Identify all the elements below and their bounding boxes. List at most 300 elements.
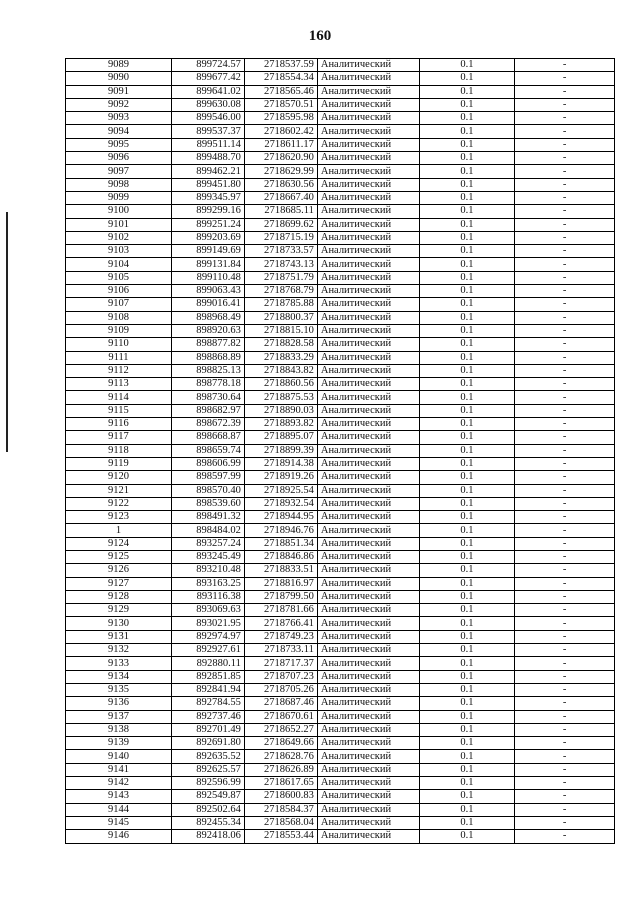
table-row	[66, 378, 615, 391]
y-coordinate-cell: 2718649.66	[244, 737, 317, 750]
x-coordinate-cell: 898484.02	[171, 524, 244, 537]
table-row	[66, 723, 615, 736]
point-number-cell: 9093	[66, 112, 172, 125]
x-coordinate-cell: 893116.38	[171, 590, 244, 603]
method-cell: Аналитический	[317, 165, 419, 178]
point-number-cell: 9112	[66, 364, 172, 377]
accuracy-cell: 0.1	[419, 444, 515, 457]
accuracy-cell: 0.1	[419, 604, 515, 617]
method-cell: Аналитический	[317, 218, 419, 231]
note-cell: -	[515, 590, 615, 603]
y-coordinate-cell: 2718568.04	[244, 816, 317, 829]
method-cell: Аналитический	[317, 457, 419, 470]
accuracy-cell: 0.1	[419, 85, 515, 98]
y-coordinate-cell: 2718833.51	[244, 564, 317, 577]
point-number-cell: 9091	[66, 85, 172, 98]
y-coordinate-cell: 2718768.79	[244, 285, 317, 298]
accuracy-cell: 0.1	[419, 418, 515, 431]
note-cell: -	[515, 311, 615, 324]
x-coordinate-cell: 893210.48	[171, 564, 244, 577]
table-row	[66, 484, 615, 497]
point-number-cell: 9127	[66, 577, 172, 590]
note-cell: -	[515, 391, 615, 404]
table-row	[66, 364, 615, 377]
accuracy-cell: 0.1	[419, 112, 515, 125]
table-row	[66, 231, 615, 244]
method-cell: Аналитический	[317, 112, 419, 125]
accuracy-cell: 0.1	[419, 777, 515, 790]
table-row	[66, 245, 615, 258]
method-cell: Аналитический	[317, 391, 419, 404]
table-row	[66, 351, 615, 364]
method-cell: Аналитический	[317, 644, 419, 657]
note-cell: -	[515, 112, 615, 125]
table-row	[66, 404, 615, 417]
accuracy-cell: 0.1	[419, 138, 515, 151]
x-coordinate-cell: 899345.97	[171, 191, 244, 204]
x-coordinate-cell: 892880.11	[171, 657, 244, 670]
table-row	[66, 85, 615, 98]
x-coordinate-cell: 892596.99	[171, 777, 244, 790]
accuracy-cell: 0.1	[419, 737, 515, 750]
x-coordinate-cell: 893163.25	[171, 577, 244, 590]
point-number-cell: 9144	[66, 803, 172, 816]
y-coordinate-cell: 2718670.61	[244, 710, 317, 723]
point-number-cell: 9124	[66, 537, 172, 550]
note-cell: -	[515, 444, 615, 457]
x-coordinate-cell: 898491.32	[171, 511, 244, 524]
x-coordinate-cell: 892549.87	[171, 790, 244, 803]
table-row	[66, 604, 615, 617]
table-row	[66, 391, 615, 404]
point-number-cell: 9098	[66, 178, 172, 191]
point-number-cell: 9107	[66, 298, 172, 311]
accuracy-cell: 0.1	[419, 630, 515, 643]
note-cell: -	[515, 231, 615, 244]
table-row	[66, 191, 615, 204]
note-cell: -	[515, 816, 615, 829]
x-coordinate-cell: 892784.55	[171, 697, 244, 710]
y-coordinate-cell: 2718715.19	[244, 231, 317, 244]
method-cell: Аналитический	[317, 550, 419, 563]
table-row	[66, 564, 615, 577]
y-coordinate-cell: 2718815.10	[244, 324, 317, 337]
table-row	[66, 418, 615, 431]
note-cell: -	[515, 644, 615, 657]
accuracy-cell: 0.1	[419, 72, 515, 85]
note-cell: -	[515, 298, 615, 311]
y-coordinate-cell: 2718749.23	[244, 630, 317, 643]
method-cell: Аналитический	[317, 604, 419, 617]
x-coordinate-cell: 892625.57	[171, 763, 244, 776]
table-row	[66, 98, 615, 111]
accuracy-cell: 0.1	[419, 431, 515, 444]
y-coordinate-cell: 2718628.76	[244, 750, 317, 763]
point-number-cell: 9101	[66, 218, 172, 231]
x-coordinate-cell: 893021.95	[171, 617, 244, 630]
accuracy-cell: 0.1	[419, 351, 515, 364]
table-row	[66, 285, 615, 298]
note-cell: -	[515, 138, 615, 151]
table-row	[66, 444, 615, 457]
coordinates-table-body	[66, 59, 615, 844]
point-number-cell: 9117	[66, 431, 172, 444]
accuracy-cell: 0.1	[419, 178, 515, 191]
x-coordinate-cell: 899131.84	[171, 258, 244, 271]
accuracy-cell: 0.1	[419, 484, 515, 497]
note-cell: -	[515, 630, 615, 643]
accuracy-cell: 0.1	[419, 258, 515, 271]
x-coordinate-cell: 898668.87	[171, 431, 244, 444]
note-cell: -	[515, 683, 615, 696]
table-row	[66, 670, 615, 683]
method-cell: Аналитический	[317, 59, 419, 72]
note-cell: -	[515, 777, 615, 790]
point-number-cell: 9118	[66, 444, 172, 457]
y-coordinate-cell: 2718685.11	[244, 205, 317, 218]
y-coordinate-cell: 2718893.82	[244, 418, 317, 431]
accuracy-cell: 0.1	[419, 617, 515, 630]
method-cell: Аналитический	[317, 750, 419, 763]
note-cell: -	[515, 324, 615, 337]
x-coordinate-cell: 898778.18	[171, 378, 244, 391]
table-row	[66, 138, 615, 151]
y-coordinate-cell: 2718799.50	[244, 590, 317, 603]
accuracy-cell: 0.1	[419, 152, 515, 165]
y-coordinate-cell: 2718707.23	[244, 670, 317, 683]
x-coordinate-cell: 899511.14	[171, 138, 244, 151]
point-number-cell: 9110	[66, 338, 172, 351]
accuracy-cell: 0.1	[419, 404, 515, 417]
y-coordinate-cell: 2718602.42	[244, 125, 317, 138]
y-coordinate-cell: 2718899.39	[244, 444, 317, 457]
note-cell: -	[515, 697, 615, 710]
table-row	[66, 112, 615, 125]
point-number-cell: 9128	[66, 590, 172, 603]
point-number-cell: 9105	[66, 271, 172, 284]
method-cell: Аналитический	[317, 777, 419, 790]
x-coordinate-cell: 898968.49	[171, 311, 244, 324]
table-row	[66, 431, 615, 444]
note-cell: -	[515, 191, 615, 204]
accuracy-cell: 0.1	[419, 524, 515, 537]
point-number-cell: 9106	[66, 285, 172, 298]
point-number-cell: 9133	[66, 657, 172, 670]
note-cell: -	[515, 790, 615, 803]
accuracy-cell: 0.1	[419, 205, 515, 218]
note-cell: -	[515, 245, 615, 258]
note-cell: -	[515, 537, 615, 550]
method-cell: Аналитический	[317, 431, 419, 444]
method-cell: Аналитический	[317, 324, 419, 337]
accuracy-cell: 0.1	[419, 816, 515, 829]
y-coordinate-cell: 2718595.98	[244, 112, 317, 125]
point-number-cell: 9137	[66, 710, 172, 723]
table-row	[66, 657, 615, 670]
note-cell: -	[515, 497, 615, 510]
method-cell: Аналитический	[317, 564, 419, 577]
accuracy-cell: 0.1	[419, 391, 515, 404]
accuracy-cell: 0.1	[419, 537, 515, 550]
note-cell: -	[515, 511, 615, 524]
note-cell: -	[515, 351, 615, 364]
note-cell: -	[515, 404, 615, 417]
x-coordinate-cell: 899546.00	[171, 112, 244, 125]
note-cell: -	[515, 378, 615, 391]
table-row	[66, 790, 615, 803]
y-coordinate-cell: 2718828.58	[244, 338, 317, 351]
accuracy-cell: 0.1	[419, 285, 515, 298]
point-number-cell: 9139	[66, 737, 172, 750]
method-cell: Аналитический	[317, 152, 419, 165]
page-number: 160	[308, 28, 332, 44]
method-cell: Аналитический	[317, 285, 419, 298]
point-number-cell: 9143	[66, 790, 172, 803]
y-coordinate-cell: 2718699.62	[244, 218, 317, 231]
x-coordinate-cell: 892502.64	[171, 803, 244, 816]
y-coordinate-cell: 2718554.34	[244, 72, 317, 85]
table-row	[66, 218, 615, 231]
accuracy-cell: 0.1	[419, 710, 515, 723]
table-row	[66, 630, 615, 643]
note-cell: -	[515, 285, 615, 298]
point-number-cell: 9141	[66, 763, 172, 776]
note-cell: -	[515, 59, 615, 72]
note-cell: -	[515, 258, 615, 271]
note-cell: -	[515, 670, 615, 683]
y-coordinate-cell: 2718733.11	[244, 644, 317, 657]
y-coordinate-cell: 2718667.40	[244, 191, 317, 204]
point-number-cell: 9103	[66, 245, 172, 258]
method-cell: Аналитический	[317, 258, 419, 271]
x-coordinate-cell: 899630.08	[171, 98, 244, 111]
accuracy-cell: 0.1	[419, 191, 515, 204]
note-cell: -	[515, 85, 615, 98]
method-cell: Аналитический	[317, 537, 419, 550]
x-coordinate-cell: 892927.61	[171, 644, 244, 657]
method-cell: Аналитический	[317, 245, 419, 258]
accuracy-cell: 0.1	[419, 803, 515, 816]
method-cell: Аналитический	[317, 697, 419, 710]
method-cell: Аналитический	[317, 138, 419, 151]
y-coordinate-cell: 2718611.17	[244, 138, 317, 151]
x-coordinate-cell: 899110.48	[171, 271, 244, 284]
y-coordinate-cell: 2718932.54	[244, 497, 317, 510]
table-row	[66, 737, 615, 750]
x-coordinate-cell: 898659.74	[171, 444, 244, 457]
table-row	[66, 524, 615, 537]
y-coordinate-cell: 2718895.07	[244, 431, 317, 444]
point-number-cell: 9090	[66, 72, 172, 85]
method-cell: Аналитический	[317, 670, 419, 683]
y-coordinate-cell: 2718565.46	[244, 85, 317, 98]
x-coordinate-cell: 898539.60	[171, 497, 244, 510]
note-cell: -	[515, 98, 615, 111]
note-cell: -	[515, 657, 615, 670]
table-row	[66, 550, 615, 563]
method-cell: Аналитический	[317, 231, 419, 244]
y-coordinate-cell: 2718687.46	[244, 697, 317, 710]
y-coordinate-cell: 2718851.34	[244, 537, 317, 550]
accuracy-cell: 0.1	[419, 231, 515, 244]
method-cell: Аналитический	[317, 338, 419, 351]
accuracy-cell: 0.1	[419, 511, 515, 524]
point-number-cell: 9121	[66, 484, 172, 497]
y-coordinate-cell: 2718944.95	[244, 511, 317, 524]
accuracy-cell: 0.1	[419, 790, 515, 803]
method-cell: Аналитический	[317, 178, 419, 191]
table-row	[66, 617, 615, 630]
table-row	[66, 777, 615, 790]
table-row	[66, 457, 615, 470]
x-coordinate-cell: 899149.69	[171, 245, 244, 258]
table-row	[66, 816, 615, 829]
point-number-cell: 9095	[66, 138, 172, 151]
table-row	[66, 710, 615, 723]
point-number-cell: 9100	[66, 205, 172, 218]
point-number-cell: 9102	[66, 231, 172, 244]
accuracy-cell: 0.1	[419, 324, 515, 337]
method-cell: Аналитический	[317, 803, 419, 816]
note-cell: -	[515, 457, 615, 470]
accuracy-cell: 0.1	[419, 218, 515, 231]
x-coordinate-cell: 899203.69	[171, 231, 244, 244]
y-coordinate-cell: 2718570.51	[244, 98, 317, 111]
y-coordinate-cell: 2718860.56	[244, 378, 317, 391]
method-cell: Аналитический	[317, 85, 419, 98]
point-number-cell: 9109	[66, 324, 172, 337]
point-number-cell: 9092	[66, 98, 172, 111]
point-number-cell: 9129	[66, 604, 172, 617]
y-coordinate-cell: 2718717.37	[244, 657, 317, 670]
method-cell: Аналитический	[317, 364, 419, 377]
point-number-cell: 9097	[66, 165, 172, 178]
accuracy-cell: 0.1	[419, 338, 515, 351]
x-coordinate-cell: 898597.99	[171, 471, 244, 484]
accuracy-cell: 0.1	[419, 457, 515, 470]
table-row	[66, 258, 615, 271]
y-coordinate-cell: 2718584.37	[244, 803, 317, 816]
x-coordinate-cell: 893069.63	[171, 604, 244, 617]
method-cell: Аналитический	[317, 683, 419, 696]
y-coordinate-cell: 2718620.90	[244, 152, 317, 165]
x-coordinate-cell: 899299.16	[171, 205, 244, 218]
accuracy-cell: 0.1	[419, 683, 515, 696]
point-number-cell: 9115	[66, 404, 172, 417]
y-coordinate-cell: 2718766.41	[244, 617, 317, 630]
table-row	[66, 683, 615, 696]
note-cell: -	[515, 364, 615, 377]
method-cell: Аналитический	[317, 311, 419, 324]
note-cell: -	[515, 617, 615, 630]
point-number-cell: 9099	[66, 191, 172, 204]
accuracy-cell: 0.1	[419, 590, 515, 603]
note-cell: -	[515, 471, 615, 484]
accuracy-cell: 0.1	[419, 497, 515, 510]
table-row	[66, 750, 615, 763]
point-number-cell: 9089	[66, 59, 172, 72]
accuracy-cell: 0.1	[419, 550, 515, 563]
table-row	[66, 577, 615, 590]
accuracy-cell: 0.1	[419, 165, 515, 178]
table-row	[66, 205, 615, 218]
accuracy-cell: 0.1	[419, 98, 515, 111]
method-cell: Аналитический	[317, 444, 419, 457]
note-cell: -	[515, 763, 615, 776]
point-number-cell: 9135	[66, 683, 172, 696]
note-cell: -	[515, 338, 615, 351]
note-cell: -	[515, 218, 615, 231]
note-cell: -	[515, 710, 615, 723]
x-coordinate-cell: 893257.24	[171, 537, 244, 550]
method-cell: Аналитический	[317, 205, 419, 218]
accuracy-cell: 0.1	[419, 298, 515, 311]
x-coordinate-cell: 898682.97	[171, 404, 244, 417]
x-coordinate-cell: 899063.43	[171, 285, 244, 298]
note-cell: -	[515, 125, 615, 138]
method-cell: Аналитический	[317, 98, 419, 111]
method-cell: Аналитический	[317, 524, 419, 537]
y-coordinate-cell: 2718816.97	[244, 577, 317, 590]
point-number-cell: 9138	[66, 723, 172, 736]
table-row	[66, 497, 615, 510]
table-row	[66, 830, 615, 843]
table-row	[66, 590, 615, 603]
x-coordinate-cell: 892841.94	[171, 683, 244, 696]
x-coordinate-cell: 899016.41	[171, 298, 244, 311]
note-cell: -	[515, 152, 615, 165]
method-cell: Аналитический	[317, 511, 419, 524]
y-coordinate-cell: 2718630.56	[244, 178, 317, 191]
point-number-cell: 9134	[66, 670, 172, 683]
y-coordinate-cell: 2718537.59	[244, 59, 317, 72]
table-row	[66, 338, 615, 351]
method-cell: Аналитический	[317, 816, 419, 829]
method-cell: Аналитический	[317, 577, 419, 590]
x-coordinate-cell: 899677.42	[171, 72, 244, 85]
y-coordinate-cell: 2718705.26	[244, 683, 317, 696]
accuracy-cell: 0.1	[419, 750, 515, 763]
table-row	[66, 324, 615, 337]
method-cell: Аналитический	[317, 790, 419, 803]
y-coordinate-cell: 2718846.86	[244, 550, 317, 563]
table-row	[66, 537, 615, 550]
point-number-cell: 9130	[66, 617, 172, 630]
accuracy-cell: 0.1	[419, 577, 515, 590]
note-cell: -	[515, 524, 615, 537]
note-cell: -	[515, 418, 615, 431]
method-cell: Аналитический	[317, 617, 419, 630]
method-cell: Аналитический	[317, 191, 419, 204]
coordinates-table	[65, 58, 615, 844]
y-coordinate-cell: 2718843.82	[244, 364, 317, 377]
note-cell: -	[515, 737, 615, 750]
table-row	[66, 511, 615, 524]
y-coordinate-cell: 2718800.37	[244, 311, 317, 324]
x-coordinate-cell: 898868.89	[171, 351, 244, 364]
y-coordinate-cell: 2718733.57	[244, 245, 317, 258]
method-cell: Аналитический	[317, 484, 419, 497]
accuracy-cell: 0.1	[419, 657, 515, 670]
method-cell: Аналитический	[317, 723, 419, 736]
y-coordinate-cell: 2718781.66	[244, 604, 317, 617]
point-number-cell: 9126	[66, 564, 172, 577]
accuracy-cell: 0.1	[419, 697, 515, 710]
x-coordinate-cell: 899451.80	[171, 178, 244, 191]
point-number-cell: 1	[66, 524, 172, 537]
method-cell: Аналитический	[317, 72, 419, 85]
y-coordinate-cell: 2718743.13	[244, 258, 317, 271]
